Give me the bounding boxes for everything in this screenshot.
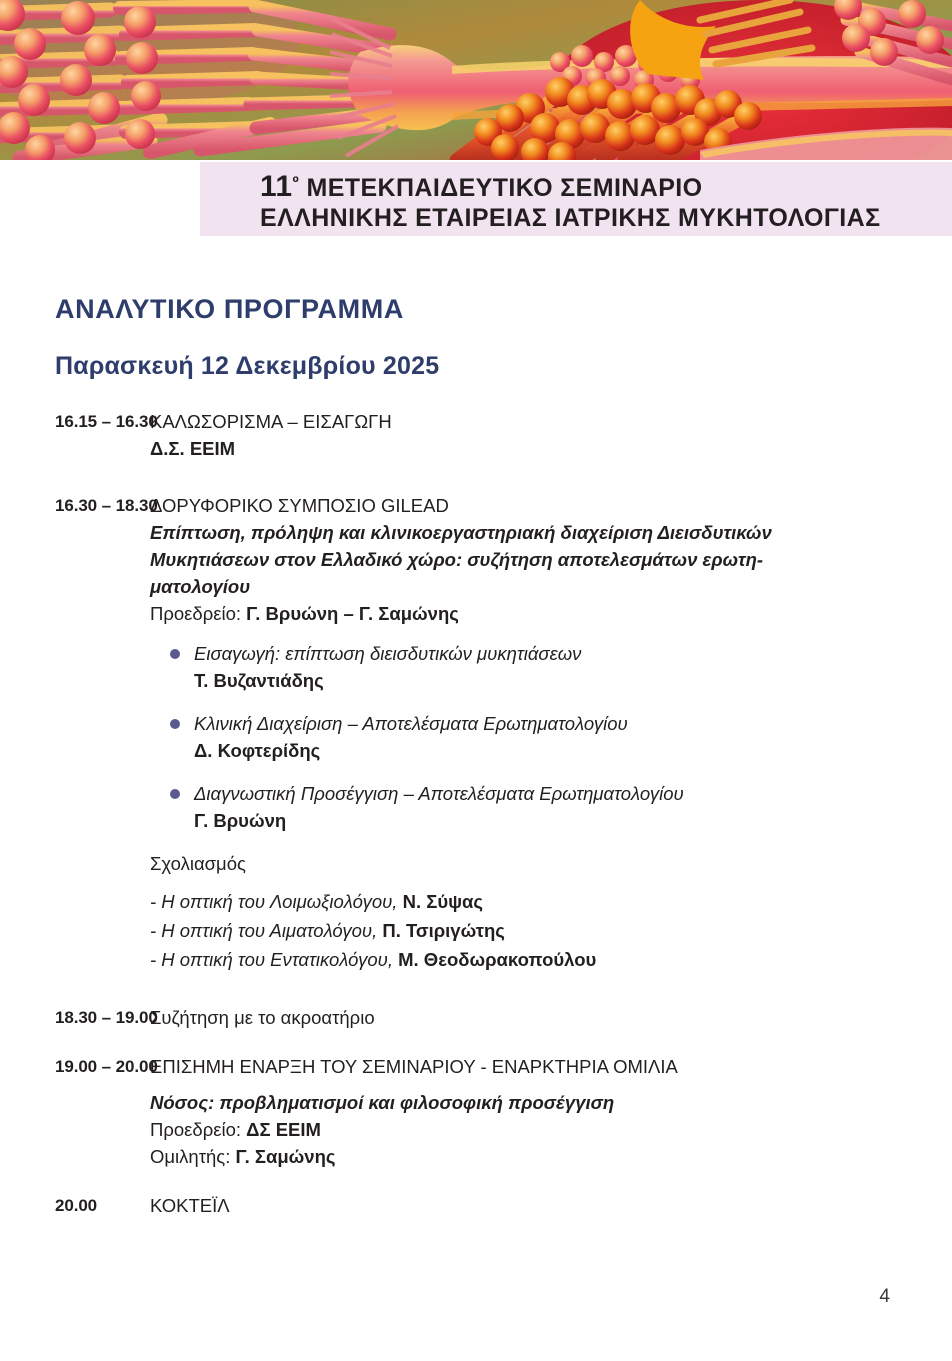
page-number: 4 xyxy=(879,1286,890,1307)
commentary-text: - Η οπτική του Εντατικολόγου, xyxy=(150,949,399,970)
commentary-item xyxy=(150,887,932,916)
commentary-speaker: Π. Τσιριγώτης xyxy=(382,920,505,941)
spacer xyxy=(0,1031,952,1053)
bullet-dot-icon xyxy=(170,649,180,659)
session-chair xyxy=(150,1116,932,1143)
talk-list xyxy=(150,640,932,834)
schedule-item-body xyxy=(150,408,952,462)
seminar-title-line-1: $11^º$ ΜΕΤΕΚΠΑΙΔΕΥΤΙΚΟ ΣΕΜΙΝΑΡΙΟ xyxy=(260,170,703,203)
commentary-heading: Σχολιασμός xyxy=(150,853,246,874)
schedule-item xyxy=(0,1192,952,1219)
seminar-title-band xyxy=(200,162,952,236)
seminar-title-line-2: ΕΛΛΗΝΙΚΗΣ ΕΤΑΙΡΕΙΑΣ ΙΑΤΡΙΚΗΣ ΜΥΚΗΤΟΛΟΓΙΑΣ xyxy=(260,204,881,232)
schedule-item xyxy=(0,1004,952,1031)
schedule-item xyxy=(0,492,952,974)
session-title: ΔΟΡΥΦΟΡΙΚΟ ΣΥΜΠΟΣΙΟ GILEAD xyxy=(150,495,449,516)
list-item xyxy=(150,640,932,694)
lecture-title: Νόσος: προβληματισμοί και φιλοσοφική προσέγγιση xyxy=(150,1092,615,1113)
talk-speaker: Δ. Κοφτερίδης xyxy=(194,740,321,761)
fungal-micrograph-banner xyxy=(0,0,952,160)
talk-title: Εισαγωγή: επίπτωση διεισδυτικών μυκητιάσεων xyxy=(194,643,582,664)
schedule-list xyxy=(0,408,952,1219)
schedule-item-body xyxy=(150,1053,952,1170)
schedule-item-time: 18.30 – 19.00 xyxy=(55,1008,158,1027)
schedule-item-time: 16.15 – 16.30 xyxy=(55,412,158,431)
talk-speaker: Τ. Βυζαντιάδης xyxy=(194,670,324,691)
session-title: Συζήτηση με το ακροατήριο xyxy=(150,1007,375,1028)
commentary-item xyxy=(150,945,932,974)
bullet-dot-icon xyxy=(170,789,180,799)
spacer xyxy=(0,974,952,1004)
session-chair xyxy=(150,600,932,627)
bullet-dot-icon xyxy=(170,719,180,729)
schedule-item-time: 16.30 – 18.30 xyxy=(55,496,158,515)
schedule-item-body xyxy=(150,1192,952,1219)
spacer xyxy=(150,1080,932,1089)
list-item xyxy=(150,710,932,764)
list-item xyxy=(150,780,932,834)
commentary-list xyxy=(150,887,932,974)
commentary-speaker: Μ. Θεοδωρακοπούλου xyxy=(398,949,597,970)
spacer xyxy=(0,462,952,492)
talk-title: Διαγνωστική Προσέγγιση – Αποτελέσματα Ερωτηματολογίου xyxy=(194,783,684,804)
talk-speaker: Γ. Βρυώνη xyxy=(194,810,287,831)
commentary-item xyxy=(150,916,932,945)
schedule-item-time: 19.00 – 20.00 xyxy=(55,1057,158,1076)
chair-label: Προεδρείο: xyxy=(150,603,247,624)
spacer xyxy=(0,1170,952,1192)
schedule-item-body xyxy=(150,492,952,974)
schedule-item-time: 20.00 xyxy=(55,1196,98,1215)
session-title: ΕΠΙΣΗΜΗ ΕΝΑΡΞΗ ΤΟΥ ΣΕΜΙΝΑΡΙΟΥ - ΕΝΑΡΚΤΗΡΙΑ ΟΜΙΛΙΑ xyxy=(150,1056,678,1077)
session-organiser: Δ.Σ. ΕΕΙΜ xyxy=(150,438,236,459)
speaker-label: Ομιλητής: xyxy=(150,1146,236,1167)
chair-names: Γ. Βρυώνη – Γ. Σαμώνης xyxy=(246,603,459,624)
session-title: ΚΑΛΩΣΟΡΙΣΜΑ – ΕΙΣΑΓΩΓΗ xyxy=(150,411,392,432)
schedule-item xyxy=(0,408,952,462)
session-title: ΚΟΚΤΕΪΛ xyxy=(150,1195,230,1216)
speaker-name: Γ. Σαμώνης xyxy=(235,1146,336,1167)
chair-label: Προεδρείο: xyxy=(150,1119,247,1140)
session-subtitle-line: ματολογίου xyxy=(150,576,251,597)
programme-date-heading: Παρασκευή 12 Δεκεμβρίου 2025 xyxy=(55,352,440,380)
commentary-text: - Η οπτική του Λοιμωξιολόγου, xyxy=(150,891,403,912)
page-title: ΑΝΑΛΥΤΙΚΟ ΠΡΟΓΡΑΜΜΑ xyxy=(55,294,404,324)
session-subtitle-line: Επίπτωση, πρόληψη και κλινικοεργαστηριακή διαχείριση Διεισδυτικών xyxy=(150,522,772,543)
commentary-speaker: Ν. Σύψας xyxy=(402,891,484,912)
talk-title: Κλινική Διαχείριση – Αποτελέσματα Ερωτηματολογίου xyxy=(194,713,628,734)
session-speaker xyxy=(150,1143,932,1170)
schedule-item-body xyxy=(150,1004,952,1031)
schedule-item xyxy=(0,1053,952,1170)
commentary-text: - Η οπτική του Αιματολόγου, xyxy=(150,920,383,941)
session-subtitle-line: Μυκητιάσεων στον Ελλαδικό χώρο: συζήτηση αποτελεσμάτων ερωτη- xyxy=(150,549,764,570)
chair-names: ΔΣ ΕΕΙΜ xyxy=(246,1119,321,1140)
